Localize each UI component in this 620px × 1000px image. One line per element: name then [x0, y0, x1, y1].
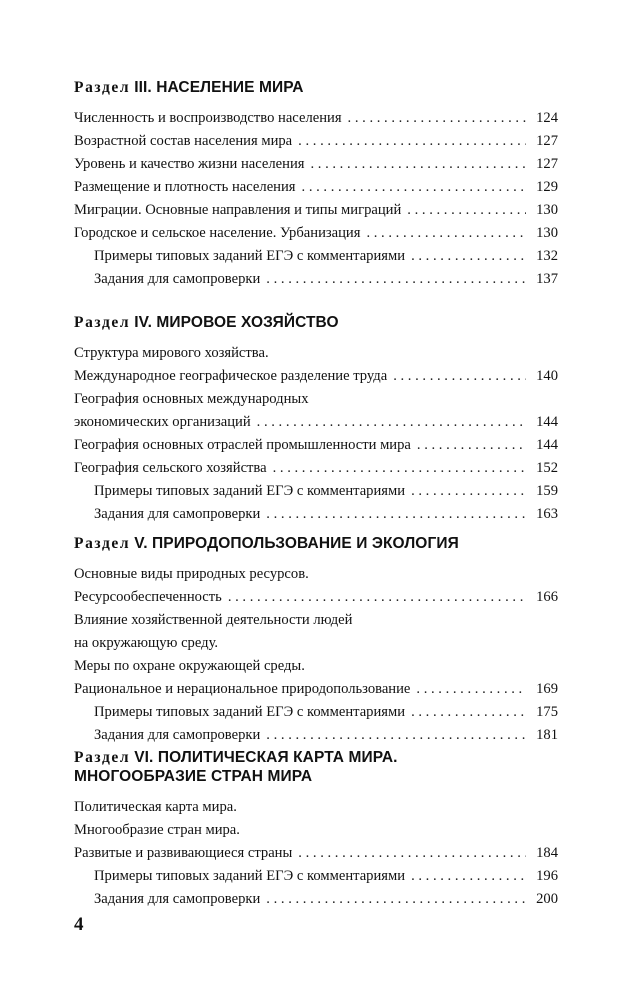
toc-entry-page: 184 — [536, 845, 558, 861]
toc-entry-title: География основных отраслей промышленности мира — [74, 437, 411, 453]
toc-entry-page: 130 — [536, 202, 558, 218]
dot-leader — [266, 503, 526, 526]
toc-entry-line: География основных международных — [74, 391, 309, 407]
dot-leader — [411, 701, 526, 724]
toc-entry-title: Международное географическое разделение труда — [74, 368, 388, 384]
dot-leader — [417, 434, 526, 457]
dot-leader — [366, 222, 526, 245]
toc-entry[interactable] — [74, 222, 558, 245]
toc-entry-page: 169 — [536, 681, 558, 697]
toc-entry-title: Задания для самопроверки — [94, 506, 261, 522]
toc-entry-title: Городское и сельское население. Урбанизация — [74, 225, 361, 241]
section-title-line2: МНОГООБРАЗИЕ СТРАН МИРА — [74, 768, 313, 785]
dot-leader — [407, 199, 526, 222]
toc-entry[interactable] — [74, 388, 558, 434]
dot-leader — [348, 107, 526, 130]
toc-entry-page: 196 — [536, 868, 558, 884]
section-heading — [74, 313, 558, 332]
dot-leader — [302, 176, 526, 199]
toc-entry-title: экономических организаций — [74, 414, 251, 430]
toc-entry-title: Размещение и плотность населения — [74, 179, 296, 195]
toc-entry-page: 132 — [536, 248, 558, 264]
toc-entry[interactable] — [74, 176, 558, 199]
toc-entry-page: 175 — [536, 704, 558, 720]
toc-entry-page: 152 — [536, 460, 558, 476]
dot-leader — [310, 153, 526, 176]
section-label: Раздел — [74, 314, 131, 331]
dot-leader — [298, 842, 526, 865]
dot-leader — [411, 865, 526, 888]
section-label: Раздел — [74, 749, 131, 766]
toc-entry-title: Развитые и развивающиеся страны — [74, 845, 293, 861]
toc-entry-title: Примеры типовых заданий ЕГЭ с комментариями — [94, 483, 406, 499]
toc-entry[interactable] — [74, 342, 558, 388]
page-number: 4 — [74, 914, 84, 935]
toc-entry-title: Задания для самопроверки — [94, 271, 261, 287]
toc-entry-line: Основные виды природных ресурсов. — [74, 566, 309, 582]
section-title: IV. МИРОВОЕ ХОЗЯЙСТВО — [134, 314, 339, 331]
section-v — [74, 534, 558, 747]
toc-entry-title: Численность и воспроизводство населения — [74, 110, 342, 126]
toc-entry[interactable] — [74, 480, 558, 503]
section-label: Раздел — [74, 535, 131, 552]
dot-leader — [416, 678, 526, 701]
toc-entry-title: Миграции. Основные направления и типы миграций — [74, 202, 402, 218]
section-title: VI. ПОЛИТИЧЕСКАЯ КАРТА МИРА. — [134, 749, 398, 766]
toc-entry-line: на окружающую среду. — [74, 635, 219, 651]
toc-entry-page: 127 — [536, 156, 558, 172]
toc-entry[interactable] — [74, 199, 558, 222]
section-label: Раздел — [74, 79, 131, 96]
toc-entry-page: 181 — [536, 727, 558, 743]
toc-entry-page: 124 — [536, 110, 558, 126]
dot-leader — [393, 365, 526, 388]
section-heading — [74, 78, 558, 97]
section-vi — [74, 748, 558, 911]
toc-entry-line: Политическая карта мира. — [74, 799, 237, 815]
dot-leader — [266, 268, 526, 291]
toc-entry-page: 137 — [536, 271, 558, 287]
toc-entry[interactable] — [74, 245, 558, 268]
toc-entry[interactable] — [74, 434, 558, 457]
dot-leader — [411, 480, 526, 503]
section-iii — [74, 78, 558, 291]
toc-entry[interactable] — [74, 724, 558, 747]
toc-entry-page: 166 — [536, 589, 558, 605]
toc-entry[interactable] — [74, 888, 558, 911]
toc-entry-page: 159 — [536, 483, 558, 499]
toc-entry-page: 130 — [536, 225, 558, 241]
toc-entry-page: 127 — [536, 133, 558, 149]
section-title: V. ПРИРОДОПОЛЬЗОВАНИЕ И ЭКОЛОГИЯ — [134, 535, 459, 552]
dot-leader — [298, 130, 526, 153]
toc-entry[interactable] — [74, 107, 558, 130]
toc-entry-page: 144 — [536, 414, 558, 430]
toc-entry-title: Уровень и качество жизни населения — [74, 156, 305, 172]
toc-entry-page: 163 — [536, 506, 558, 522]
toc-entry[interactable] — [74, 503, 558, 526]
dot-leader — [228, 586, 526, 609]
toc-entry-title: Примеры типовых заданий ЕГЭ с комментариями — [94, 868, 406, 884]
dot-leader — [257, 411, 526, 434]
toc-entry-title: География сельского хозяйства — [74, 460, 267, 476]
toc-entry[interactable] — [74, 130, 558, 153]
toc-entry-line: Меры по охране окружающей среды. — [74, 658, 305, 674]
toc-entry-title: Примеры типовых заданий ЕГЭ с комментариями — [94, 248, 406, 264]
toc-entry[interactable] — [74, 153, 558, 176]
toc-entry[interactable] — [74, 865, 558, 888]
toc-entry-page: 200 — [536, 891, 558, 907]
toc-entry[interactable] — [74, 796, 558, 865]
toc-entry-page: 144 — [536, 437, 558, 453]
toc-entry[interactable] — [74, 268, 558, 291]
toc-entry-title: Рациональное и нерациональное природопользование — [74, 681, 411, 697]
toc-entry[interactable] — [74, 701, 558, 724]
toc-entry[interactable] — [74, 609, 558, 701]
toc-entry-title: Возрастной состав населения мира — [74, 133, 293, 149]
section-title: III. НАСЕЛЕНИЕ МИРА — [134, 79, 304, 96]
toc-entry-title: Ресурсообеспеченность — [74, 589, 222, 605]
toc-entry[interactable] — [74, 457, 558, 480]
toc-entry-title: Примеры типовых заданий ЕГЭ с комментариями — [94, 704, 406, 720]
toc-entry-page: 140 — [536, 368, 558, 384]
toc-entry-line: Структура мирового хозяйства. — [74, 345, 269, 361]
dot-leader — [266, 888, 526, 911]
toc-entry-line: Влияние хозяйственной деятельности людей — [74, 612, 353, 628]
dot-leader — [411, 245, 526, 268]
dot-leader — [266, 724, 526, 747]
toc-entry-page: 129 — [536, 179, 558, 195]
section-heading — [74, 748, 558, 786]
toc-entry-title: Задания для самопроверки — [94, 727, 261, 743]
toc-entry-line: Многообразие стран мира. — [74, 822, 240, 838]
section-iv — [74, 313, 558, 526]
toc-entry[interactable] — [74, 563, 558, 609]
toc-entry-title: Задания для самопроверки — [94, 891, 261, 907]
dot-leader — [273, 457, 526, 480]
section-heading — [74, 534, 558, 553]
